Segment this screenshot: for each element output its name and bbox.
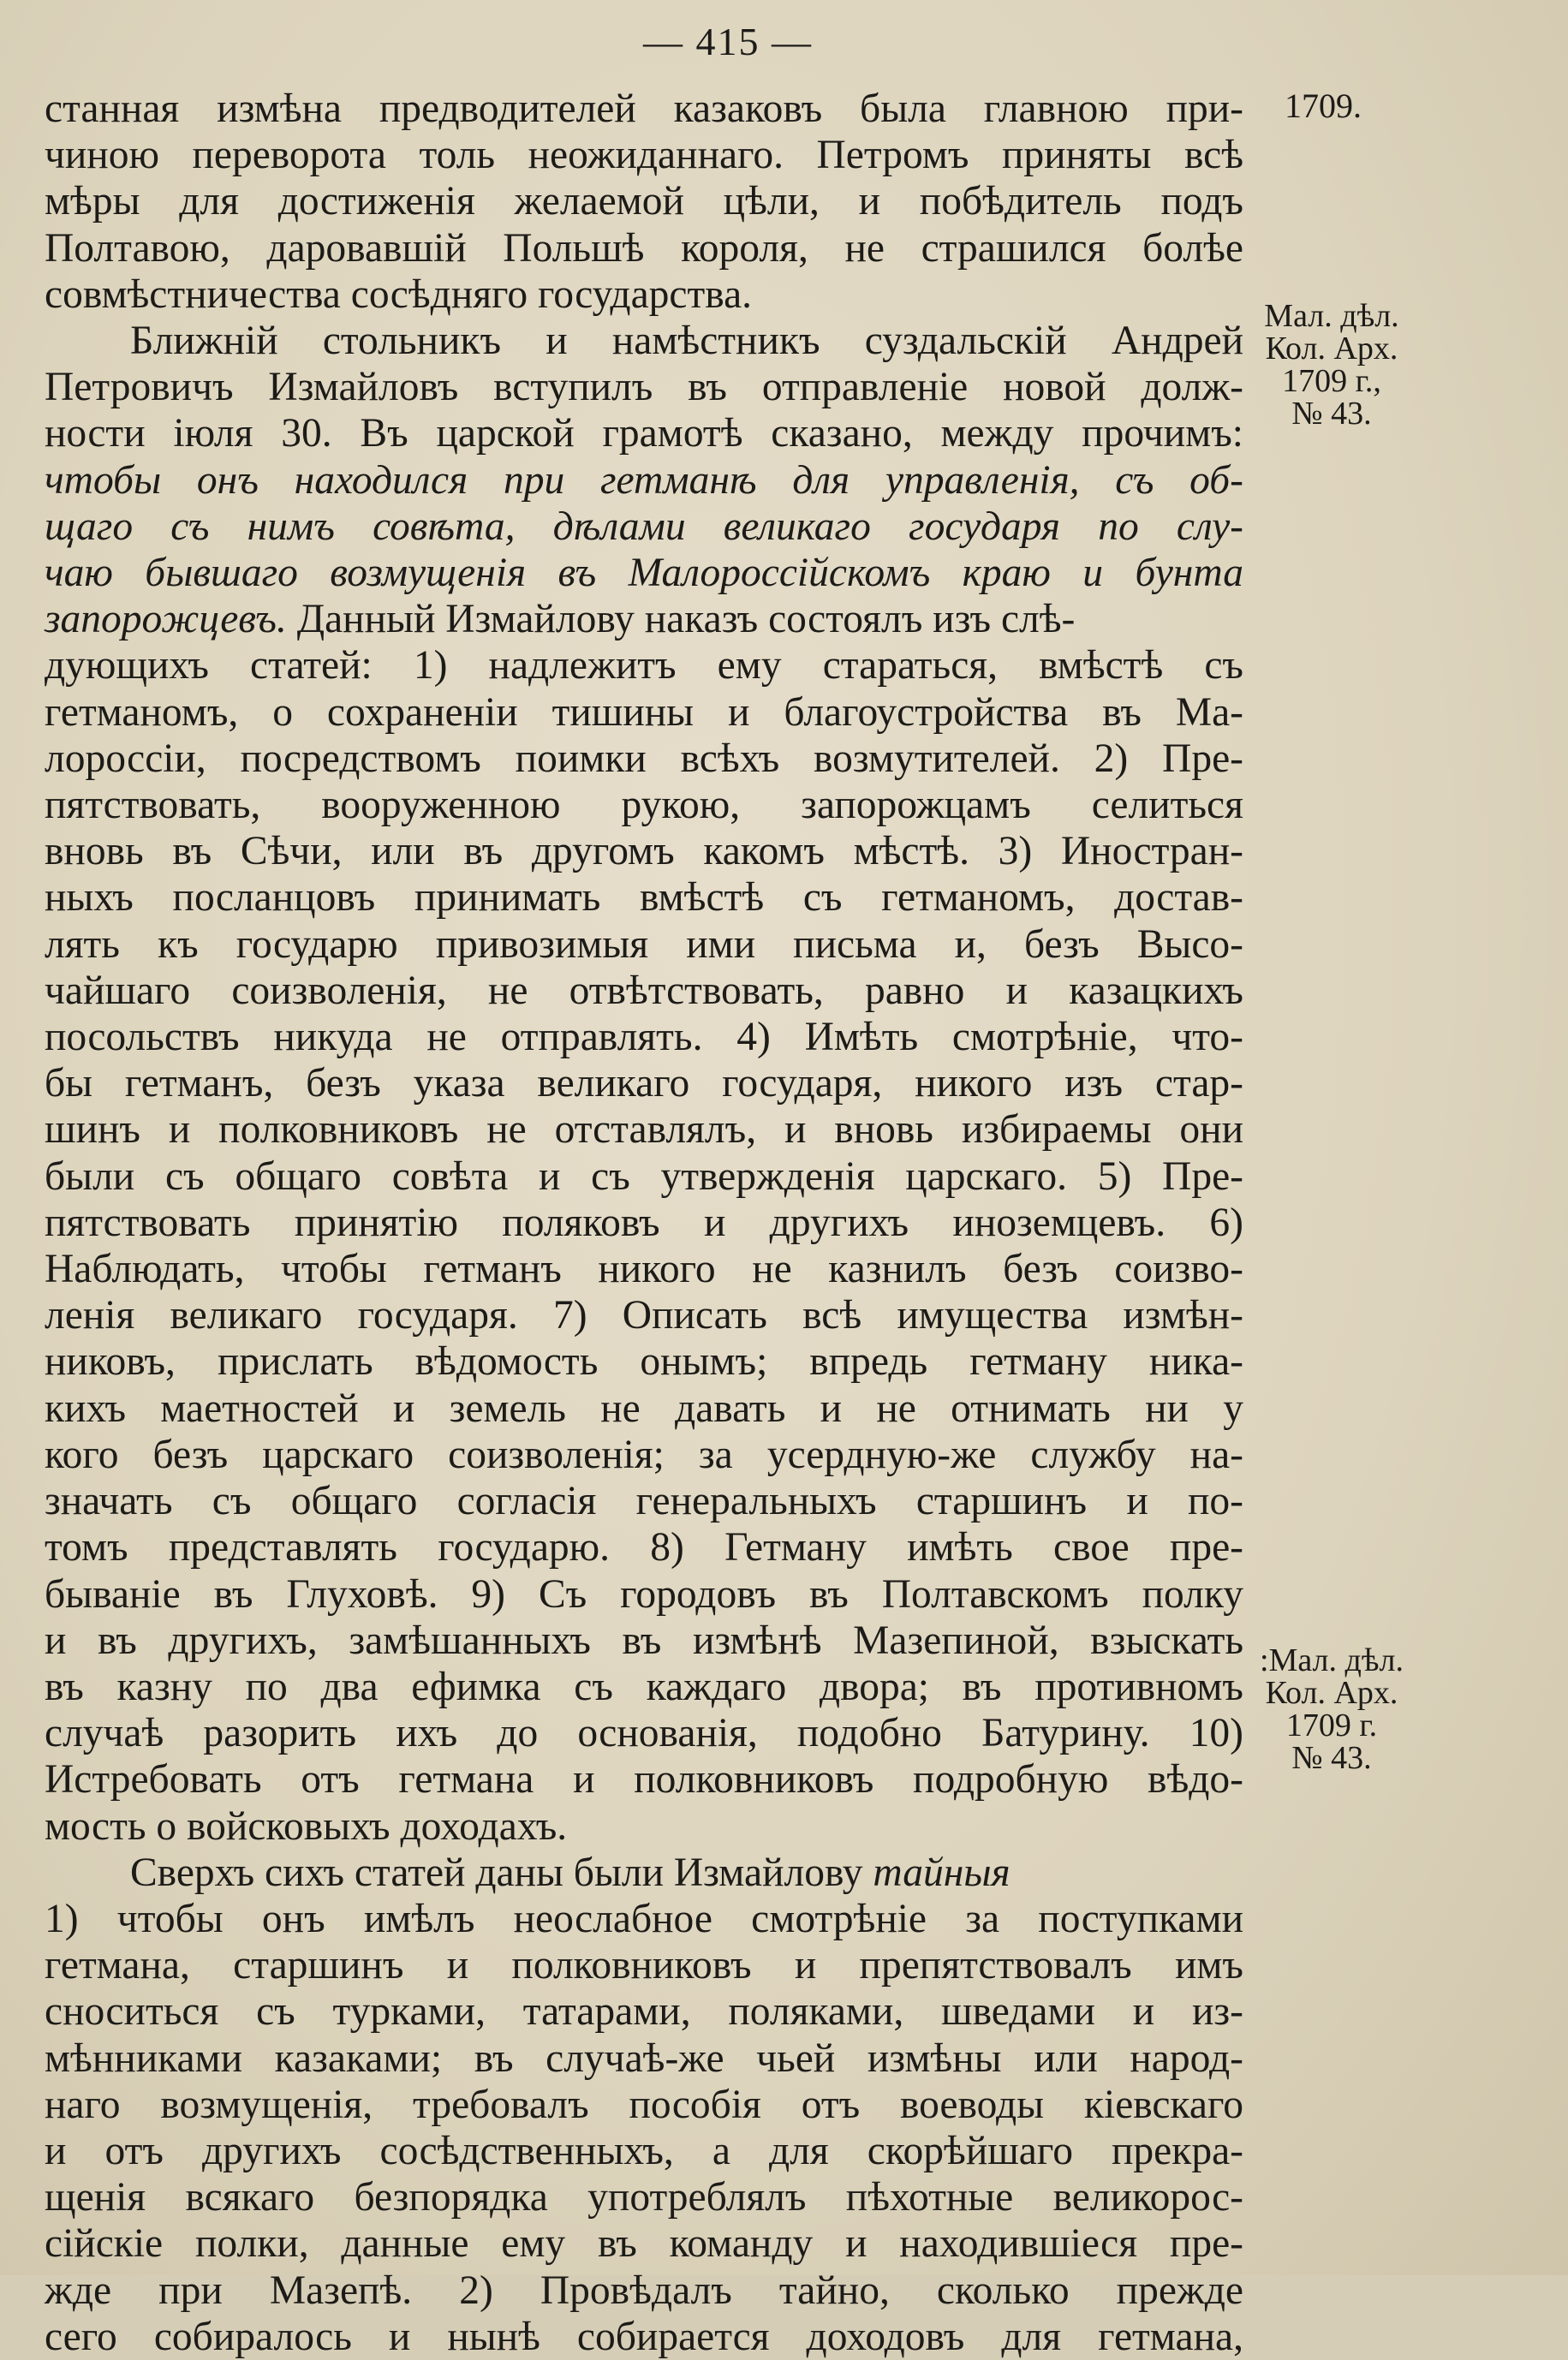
text-line: Петровичъ Измайловъ вступилъ въ отправленіе новой долж-	[45, 365, 1243, 410]
text-line: жде при Мазепѣ. 2) Провѣдалъ тайно, сколько прежде	[45, 2268, 1243, 2313]
margin-ref2-line: Кол. Арх.	[1265, 1675, 1398, 1711]
text-line: станная измѣна предводителей казаковъ была главною при-	[45, 86, 1243, 131]
text-line: мѣры для достиженія желаемой цѣли, и побѣдитель подъ	[45, 179, 1243, 224]
text-line: сего собиралось и нынѣ собирается доходовъ для гетмана,	[45, 2314, 1243, 2359]
text-line: чайшаго соизволенія, не отвѣтствовать, равно и казацкихъ	[45, 968, 1243, 1013]
text-line: бы гетманъ, безъ указа великаго государя, никого изъ стар-	[45, 1061, 1243, 1106]
text-line: Истребовать отъ гетмана и полковниковъ подробную вѣдо-	[45, 1757, 1243, 1803]
text-line: случаѣ разорить ихъ до основанія, подобно Батурину. 10)	[45, 1711, 1243, 1756]
text-line: пятствовать принятію поляковъ и другихъ иноземцевъ. 6)	[45, 1200, 1243, 1245]
text-line: дующихъ статей: 1) надлежитъ ему стараться, вмѣстѣ съ	[45, 643, 1243, 688]
text-line: наго возмущенія, требовалъ пособія отъ воеводы кіевскаго	[45, 2082, 1243, 2127]
text-line: Ближній стольникъ и намѣстникъ суздальскій Андрей	[130, 319, 1243, 364]
text-line: гетманомъ, о сохраненіи тишины и благоустройства въ Ма-	[45, 689, 1243, 735]
text-line: мѣнниками казаками; въ случаѣ-же чьей измѣны или народ-	[45, 2035, 1243, 2081]
text-line: ности іюля 30. Въ царской грамотѣ сказано, между прочимъ:	[45, 411, 1243, 456]
main-text	[45, 86, 1243, 2360]
text-line-mixed	[45, 596, 1243, 642]
margin-ref2-line: № 43.	[1291, 1740, 1372, 1776]
paragraph	[45, 86, 1243, 318]
text-line: никовъ, прислать вѣдомость онымъ; впредь гетману ника-	[45, 1339, 1243, 1385]
text-fragment: Сверхъ сихъ статей даны были Измайлову	[130, 1850, 873, 1895]
italic-fragment: запорожцевъ.	[45, 597, 287, 642]
text-line: совмѣстничества сосѣдняго государства.	[45, 271, 753, 317]
text-line: кого безъ царскаго соизволенія; за усердную-же службу на-	[45, 1432, 1243, 1477]
paragraph	[45, 1850, 1243, 2360]
margin-ref1-line: 1709 г.,	[1282, 363, 1381, 399]
text-line-italic: щаго съ нимъ совѣта, дѣлами великаго государя по слу-	[45, 504, 1243, 549]
text-line-mixed	[45, 1850, 1243, 1896]
text-line: и отъ другихъ сосѣдственныхъ, а для скорѣйшаго прекра-	[45, 2128, 1243, 2173]
text-line: щенія всякаго безпорядка употреблялъ пѣхотные великорос-	[45, 2175, 1243, 2220]
text-line: лороссіи, посредствомъ поимки всѣхъ возмутителей. 2) Пре-	[45, 736, 1243, 781]
text-line: сноситься съ турками, татарами, поляками, шведами и из-	[45, 1989, 1243, 2035]
text-line: были съ общаго совѣта и съ утвержденія царскаго. 5) Пре-	[45, 1153, 1243, 1199]
margin-reference-2	[1242, 1644, 1422, 1774]
page-number: — 415 —	[643, 20, 813, 63]
text-line: пятствовать, вооруженною рукою, запорожцамъ селиться	[45, 783, 1243, 828]
text-fragment: Данный Измайлову наказъ состоялъ изъ слѣ-	[286, 597, 1076, 642]
text-line: шинъ и полковниковъ не отставлялъ, и вновь избираемы они	[45, 1107, 1243, 1153]
text-line: лять къ государю привозимыя ими письма и, безъ Высо-	[45, 921, 1243, 967]
text-line: въ казну по два ефимка съ каждаго двора; въ противномъ	[45, 1664, 1243, 1709]
text-line-italic: чаю бывшаго возмущенія въ Малороссійскомъ краю и бунта	[45, 551, 1243, 596]
text-line: сійскіе полки, данные ему въ команду и находившіеся пре-	[45, 2221, 1243, 2267]
text-line: гетмана, старшинъ и полковниковъ и препятствовалъ имъ	[45, 1943, 1243, 1988]
margin-reference-1	[1242, 300, 1422, 430]
text-line: томъ представлять государю. 8) Гетману имѣть свое пре-	[45, 1525, 1243, 1570]
text-line-italic: чтобы онъ находился при гетманѣ для управленія, съ об-	[45, 457, 1243, 503]
margin-year: 1709.	[1285, 86, 1362, 125]
margin-ref1-line: № 43.	[1291, 396, 1372, 432]
margin-ref1-line: Мал. дѣл.	[1264, 298, 1399, 334]
text-line: и въ другихъ, замѣшанныхъ въ измѣнѣ Мазепиной, взыскать	[45, 1618, 1243, 1663]
text-line: посольствъ никуда не отправлять. 4) Имѣть смотрѣніе, что-	[45, 1015, 1243, 1060]
italic-fragment: тайныя	[873, 1850, 1011, 1895]
text-line: ныхъ посланцовъ принимать вмѣстѣ съ гетманомъ, достав-	[45, 875, 1243, 921]
text-line: кихъ маетностей и земель не давать и не отнимать ни у	[45, 1386, 1243, 1431]
text-line: вновь въ Сѣчи, или въ другомъ какомъ мѣстѣ. 3) Иностран-	[45, 829, 1243, 874]
paragraph	[45, 318, 1243, 1850]
text-line: бываніе въ Глуховѣ. 9) Съ городовъ въ Полтавскомъ полку	[45, 1571, 1243, 1617]
text-line: мость о войсковыхъ доходахъ.	[45, 1803, 568, 1849]
text-line: Наблюдать, чтобы гетманъ никого не казнилъ безъ соизво-	[45, 1247, 1243, 1292]
margin-ref2-line: 1709 г.	[1285, 1707, 1378, 1743]
margin-ref1-line: Кол. Арх.	[1265, 331, 1398, 367]
text-line: значать съ общаго согласія генеральныхъ старшинъ и по-	[45, 1479, 1243, 1524]
text-line: Полтавою, даровавшій Польшѣ короля, не страшился болѣе	[45, 225, 1243, 271]
margin-ref2-line: :Мал. дѣл.	[1260, 1642, 1404, 1678]
text-line: 1) чтобы онъ имѣлъ неослабное смотрѣніе за поступками	[45, 1896, 1243, 1941]
text-line: чиною переворота толь неожиданнаго. Петромъ приняты всѣ	[45, 133, 1243, 178]
text-line: ленія великаго государя. 7) Описать всѣ имущества измѣн-	[45, 1293, 1243, 1338]
